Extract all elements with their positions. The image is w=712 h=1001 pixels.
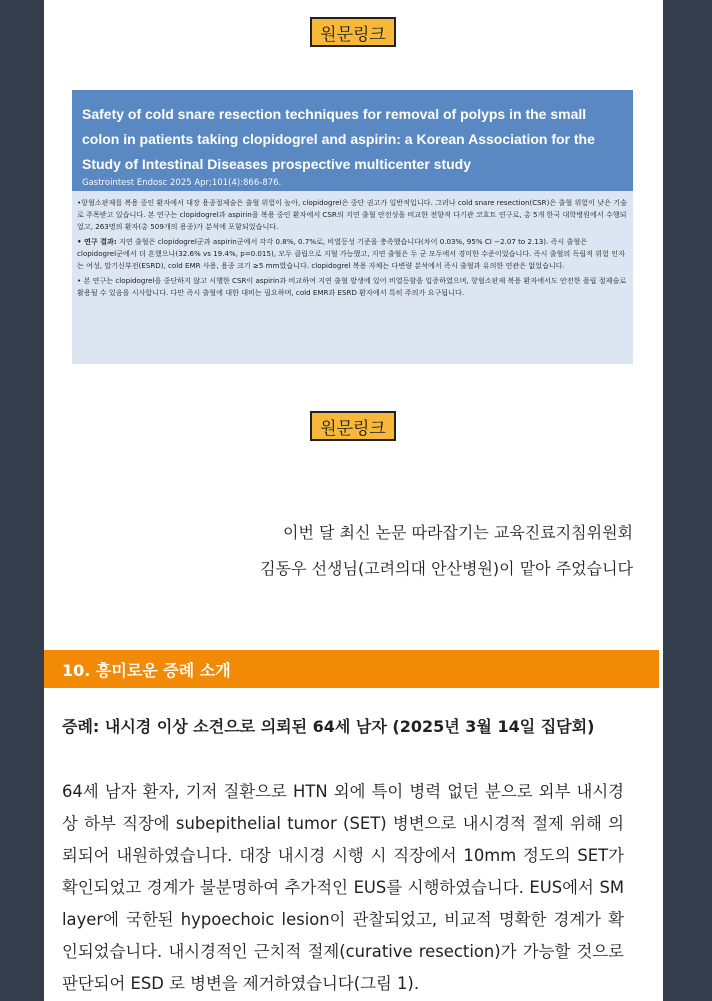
case-description: 64세 남자 환자, 기저 질환으로 HTN 외에 특이 병력 없던 분으로 외부 내시경상 하부 직장에 subepithelial tumor (SET) 병변으로 내시경적 절제 위해 의뢰되어 내원하였습니다. 대장 내시경 시행 시 직장에서 10mm 정도의 SET가 확인되었고 경계가 불분명하여 추가적인 EUS를 시행하였습니다. EUS에서 SM layer에 국한된 hypoechoic lesion이 관찰되었고, 비교적 명확한 경계가 확인되었습니다. 내시경적인 근치적 절제(curative resection)가 가능할 것으로 판단되어 ESD 로 병변을 제거하였습니다(그림 1). [62, 782, 624, 993]
original-link-button-top[interactable]: 원문링크 [310, 17, 396, 47]
summary-bullet [77, 236, 628, 272]
section-header-bar [44, 650, 659, 688]
paper-summary-body [72, 191, 633, 299]
original-link-button-bottom[interactable]: 원문링크 [310, 411, 396, 441]
newsletter-page [44, 0, 663, 1001]
paper-title: Safety of cold snare resection techniques for removal of polyps in the small colon in patients taking clopidogrel and aspirin: a Korean Association for the Study of Intestinal Diseases prospective multicenter study [82, 106, 595, 172]
author-credit-line-1: 이번 달 최신 논문 따라잡기는 교육진료지침위원회 [282, 523, 633, 542]
summary-bullet-label: • 연구 결과: [77, 237, 117, 246]
case-title: 증례: 내시경 이상 소견으로 의뢰된 64세 남자 (2025년 3월 14일 집담회) [62, 717, 595, 736]
paper-citation: Gastrointest Endosc 2025 Apr;101(4):866-876. [82, 178, 282, 188]
paper-header [72, 90, 633, 191]
section-title: 10. 흥미로운 증례 소개 [62, 660, 231, 680]
summary-bullet [77, 275, 628, 299]
summary-bullet-text: • 본 연구는 clopidogrel을 중단하지 않고 시행한 CSR이 aspirin과 비교하여 지연 출혈 발생에 있어 비열등함을 입증하였으며, 항혈소판제 복용 환자에서도 안전한 폴립 절제술로 활용될 수 있음을 시사합니다. 다만 즉시 출혈에 대한 대비는 필요하며, cold EMR과 ESRD 환자에서 특히 주의가 요구됩니다. [77, 276, 627, 297]
summary-bullet [77, 197, 628, 233]
summary-bullet-text: 지연 출혈은 clopidogrel군과 aspirin군에서 각각 0.8%, 0.7%로, 비열등성 기준을 충족했습니다(차이 0.03%, 95% CI −2.07 to 2.13). 즉시 출혈은 clopidogrel군에서 더 흔했으나(32.6% vs 19.4%, p=0.015), 모두 클립으로 지혈 가능했고, 지연 출혈은 두 군 모두에서 경미한 수준이었습니다. 즉시 출혈의 독립적 위험 인자는 여성, 말기신부전(ESRD), cold EMR 사용, 용종 크기 ≥5 mm였습니다. clopidogrel 복용 자체는 다변량 분석에서 즉시 출혈과 유의한 연관은 없었습니다. [77, 237, 625, 270]
paper-summary-card [72, 90, 633, 364]
author-credit-line-2: 김동우 선생님(고려의대 안산병원)이 맡아 주었습니다 [260, 559, 633, 578]
summary-bullet-text: •항혈소판제를 복용 중인 환자에서 대장 용종절제술은 출혈 위험이 높아, clopidogrel은 중단 권고가 일반적입니다. 그러나 cold snare resection(CSR)은 출혈 위험이 낮은 기술로 주목받고 있습니다. 본 연구는 clopidogrel과 aspirin을 복용 중인 환자에서 CSR의 지연 출혈 안전성을 비교한 전향적 다기관 코호트 연구로, 총 5개 한국 대학병원에서 수행되었고, 263명의 환자(총 509개의 용종)가 분석에 포함되었습니다. [77, 198, 627, 231]
